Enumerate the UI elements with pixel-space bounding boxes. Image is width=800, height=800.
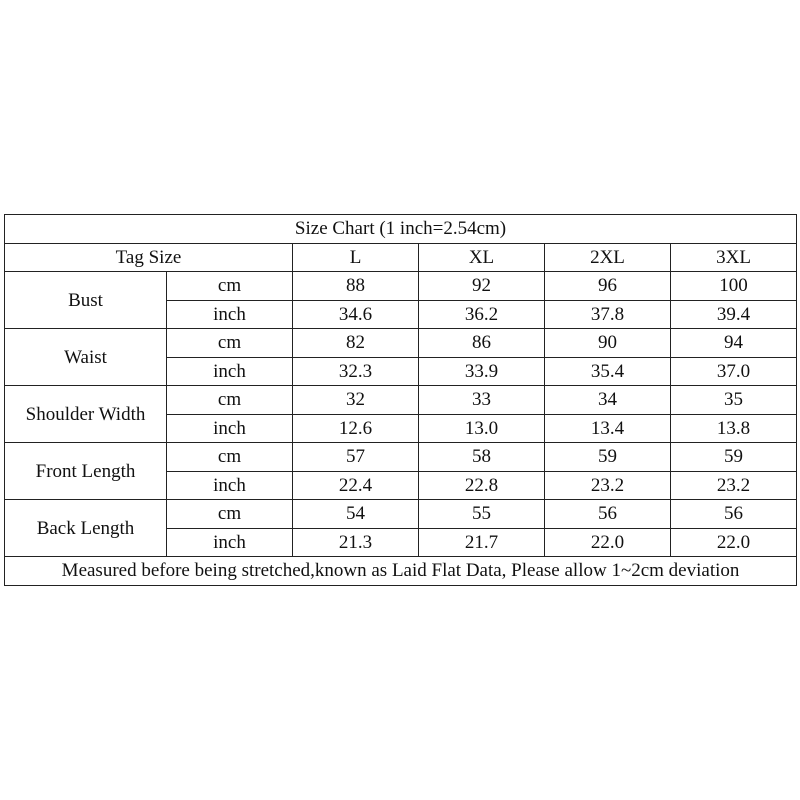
size-chart-table (4, 214, 797, 586)
footer-note: Measured before being stretched,known as Laid Flat Data, Please allow 1~2cm deviation (5, 557, 797, 586)
unit-label-inch: inch (167, 471, 293, 500)
value-cell: 88 (293, 272, 419, 301)
chart-title: Size Chart (1 inch=2.54cm) (5, 215, 797, 244)
measure-label-bust: Bust (5, 272, 167, 329)
unit-label-inch: inch (167, 300, 293, 329)
size-header-2xl: 2XL (545, 243, 671, 272)
back-length-cm-row (5, 500, 797, 529)
value-cell: 12.6 (293, 414, 419, 443)
value-cell: 54 (293, 500, 419, 529)
unit-label-inch: inch (167, 357, 293, 386)
value-cell: 22.0 (545, 528, 671, 557)
value-cell: 32.3 (293, 357, 419, 386)
bust-cm-row (5, 272, 797, 301)
unit-label-cm: cm (167, 272, 293, 301)
value-cell: 22.0 (671, 528, 797, 557)
value-cell: 92 (419, 272, 545, 301)
unit-label-cm: cm (167, 443, 293, 472)
value-cell: 82 (293, 329, 419, 358)
value-cell: 32 (293, 386, 419, 415)
value-cell: 59 (671, 443, 797, 472)
value-cell: 37.0 (671, 357, 797, 386)
value-cell: 22.4 (293, 471, 419, 500)
value-cell: 13.8 (671, 414, 797, 443)
value-cell: 21.7 (419, 528, 545, 557)
size-header-row (5, 243, 797, 272)
value-cell: 21.3 (293, 528, 419, 557)
footer-row (5, 557, 797, 586)
value-cell: 36.2 (419, 300, 545, 329)
value-cell: 90 (545, 329, 671, 358)
size-header-3xl: 3XL (671, 243, 797, 272)
unit-label-inch: inch (167, 528, 293, 557)
title-row (5, 215, 797, 244)
value-cell: 13.0 (419, 414, 545, 443)
value-cell: 33.9 (419, 357, 545, 386)
value-cell: 35.4 (545, 357, 671, 386)
size-header-xl: XL (419, 243, 545, 272)
waist-cm-row (5, 329, 797, 358)
value-cell: 37.8 (545, 300, 671, 329)
front-length-cm-row (5, 443, 797, 472)
value-cell: 55 (419, 500, 545, 529)
unit-label-cm: cm (167, 329, 293, 358)
unit-label-cm: cm (167, 386, 293, 415)
value-cell: 94 (671, 329, 797, 358)
value-cell: 23.2 (545, 471, 671, 500)
value-cell: 56 (545, 500, 671, 529)
measure-label-back-length: Back Length (5, 500, 167, 557)
shoulder-width-cm-row (5, 386, 797, 415)
value-cell: 34 (545, 386, 671, 415)
size-header-l: L (293, 243, 419, 272)
tag-size-label: Tag Size (5, 243, 293, 272)
value-cell: 22.8 (419, 471, 545, 500)
value-cell: 59 (545, 443, 671, 472)
value-cell: 58 (419, 443, 545, 472)
value-cell: 96 (545, 272, 671, 301)
value-cell: 33 (419, 386, 545, 415)
value-cell: 56 (671, 500, 797, 529)
unit-label-cm: cm (167, 500, 293, 529)
value-cell: 39.4 (671, 300, 797, 329)
value-cell: 57 (293, 443, 419, 472)
value-cell: 35 (671, 386, 797, 415)
value-cell: 100 (671, 272, 797, 301)
measure-label-front-length: Front Length (5, 443, 167, 500)
unit-label-inch: inch (167, 414, 293, 443)
value-cell: 86 (419, 329, 545, 358)
value-cell: 13.4 (545, 414, 671, 443)
measure-label-shoulder-width: Shoulder Width (5, 386, 167, 443)
measure-label-waist: Waist (5, 329, 167, 386)
value-cell: 34.6 (293, 300, 419, 329)
value-cell: 23.2 (671, 471, 797, 500)
